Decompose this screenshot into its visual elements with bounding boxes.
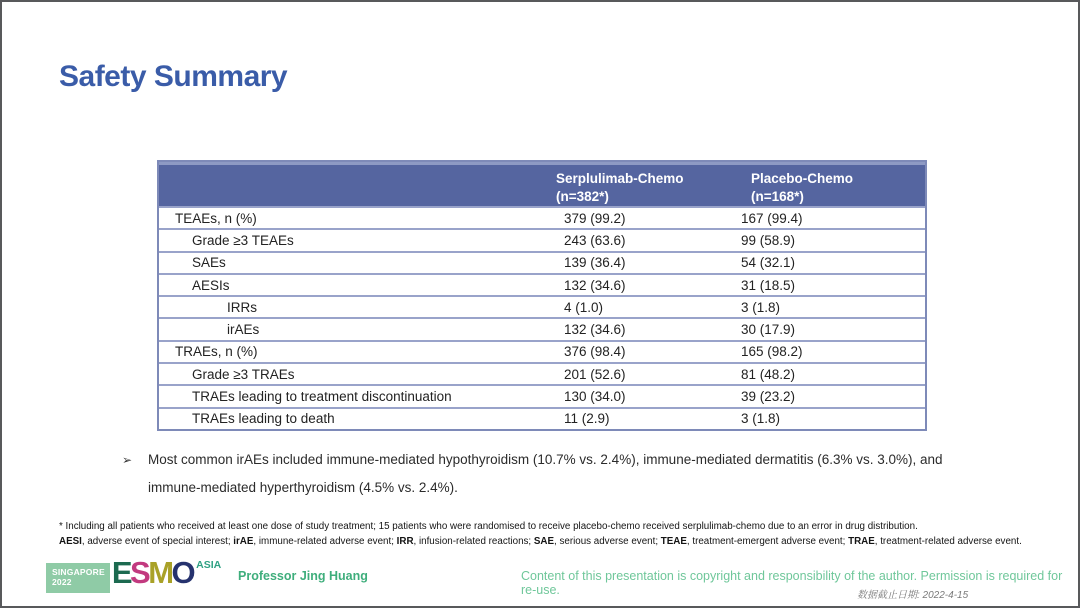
data-cutoff-date: 数据截止日期: 2022-4-15 [857, 590, 969, 601]
key-finding-text: Most common irAEs included immune-mediated hypothyroidism (10.7% vs. 2.4%), immune-mediated dermatitis (6.3% vs. 3.0%), and immune-mediated hyperthyroidism (4.5% vs. 2.4%). [148, 452, 943, 495]
table-row [159, 251, 925, 273]
row-label: IRRs [227, 299, 257, 315]
row-label: TRAEs leading to death [192, 411, 335, 427]
row-label: Grade ≥3 TEAEs [192, 232, 294, 248]
badge-line2: 2022 [52, 576, 72, 587]
table-row [159, 384, 925, 406]
table-row [159, 340, 925, 362]
row-label: irAEs [227, 322, 260, 338]
badge-line1: SINGAPORE [52, 567, 105, 577]
serplulimab-value: 132 (34.6) [564, 322, 626, 338]
row-label: TRAEs, n (%) [175, 344, 258, 360]
placebo-value: 81 (48.2) [741, 366, 796, 382]
table-row [159, 362, 925, 384]
table-row [159, 273, 925, 295]
row-label: SAEs [192, 255, 226, 271]
singapore-2022-badge [46, 563, 110, 593]
placebo-value: 31 (18.5) [741, 277, 796, 293]
table-body [159, 206, 925, 429]
esmo-letter: O [171, 555, 194, 590]
serplulimab-value: 139 (36.4) [564, 255, 626, 271]
table-row [159, 317, 925, 339]
table-header-empty-cell [159, 170, 556, 206]
asia-wordmark: ASIA [196, 559, 222, 571]
placebo-value: 99 (58.9) [741, 232, 796, 248]
presenter-name: Professor Jing Huang [238, 569, 368, 583]
serplulimab-value: 130 (34.0) [564, 389, 626, 405]
esmo-letter: M [148, 555, 172, 590]
serplulimab-value: 243 (63.6) [564, 232, 626, 248]
serplulimab-value: 4 (1.0) [564, 299, 604, 315]
serplulimab-value: 11 (2.9) [564, 411, 610, 427]
table-header-row [159, 162, 925, 206]
key-finding-bullet [122, 446, 977, 502]
serplulimab-value: 379 (99.2) [564, 210, 626, 226]
row-label: Grade ≥3 TRAEs [192, 366, 295, 382]
serplulimab-header-line1: Serplulimab-Chemo [556, 171, 684, 186]
placebo-value: 39 (23.2) [741, 389, 796, 405]
arrow-bullet-icon: ➢ [122, 453, 133, 467]
placebo-value: 3 (1.8) [741, 411, 781, 427]
placebo-header-line1: Placebo-Chemo [751, 171, 854, 186]
row-label: AESIs [192, 277, 230, 293]
footnote-asterisk: * Including all patients who received at least one dose of study treatment; 15 patients who were randomised to receive placebo-chemo received serplulimab-chemo due to an error in drug distribution. [59, 521, 918, 532]
esmo-letter: S [130, 555, 149, 590]
serplulimab-value: 376 (98.4) [564, 344, 626, 360]
placebo-value: 30 (17.9) [741, 322, 796, 338]
placebo-header-line2: (n=168*) [751, 188, 804, 204]
safety-table [157, 160, 927, 431]
footnote-abbreviations: AESI, adverse event of special interest; irAE, immune-related adverse event; IRR, infusion-related reactions; SAE, serious adverse event; TEAE, treatment-emergent adverse event; TRAE, treatment-related adverse event. [59, 535, 1022, 547]
table-row [159, 206, 925, 228]
table-row [159, 295, 925, 317]
serplulimab-header-line2: (n=382*) [556, 188, 609, 204]
footnotes [59, 520, 1059, 549]
serplulimab-value: 201 (52.6) [564, 366, 626, 382]
row-label: TEAEs, n (%) [175, 210, 257, 226]
serplulimab-value: 132 (34.6) [564, 277, 626, 293]
page-title: Safety Summary [59, 60, 288, 93]
placebo-value: 3 (1.8) [741, 299, 781, 315]
table-header-placebo [751, 170, 925, 206]
placebo-value: 54 (32.1) [741, 255, 796, 271]
table-header-serplulimab [556, 170, 751, 206]
copyright-notice: Content of this presentation is copyright and responsibility of the author. Permission is required for re-use. [521, 569, 1063, 597]
table-row [159, 407, 925, 429]
esmo-letter: E [111, 555, 130, 590]
esmo-wordmark [112, 556, 193, 590]
row-label: TRAEs leading to treatment discontinuation [192, 389, 452, 405]
placebo-value: 167 (99.4) [741, 210, 803, 226]
placebo-value: 165 (98.2) [741, 344, 803, 360]
table-row [159, 228, 925, 250]
esmo-asia-logo [46, 556, 221, 593]
